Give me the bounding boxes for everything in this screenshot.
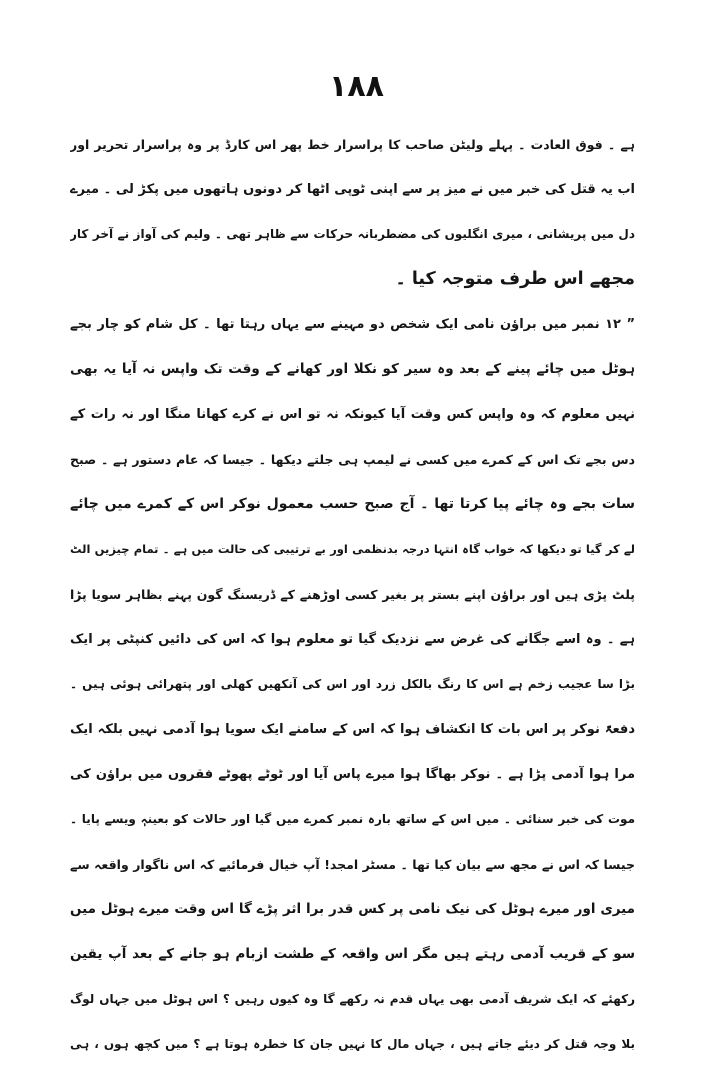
- text-line: ہوٹل میں چائے پینے کے بعد وہ سیر کو نکلا اور کھانے کے وقت تک واپس نہ آیا یہ بھی: [70, 361, 635, 377]
- text-line: رکھئے کہ ایک شریف آدمی بھی یہاں قدم نہ رکھے گا وہ کیوں رہیں ؟ اس ہوٹل میں جہاں لوگ: [70, 992, 635, 1006]
- text-line: دس بجے تک اس کے کمرے میں کسی نے لیمپ ہی جلتے دیکھا ۔ جیسا کہ عام دستور ہے ۔ صبح: [70, 452, 635, 467]
- text-line: مجھے اس طرف متوجہ کیا ۔: [395, 269, 635, 289]
- text-line: سو کے قریب آدمی رہتے ہیں مگر اس واقعہ کے طشت ازبام ہو جانے کے بعد آپ یقین: [70, 946, 635, 962]
- text-line: مرا ہوا آدمی پڑا ہے ۔ نوکر بھاگا ہوا میرے پاس آیا اور ٹوٹے پھوٹے فقروں میں براؤن کی: [70, 767, 635, 782]
- text-line: اب یہ قتل کی خبر میں نے میز پر سے اپنی ٹوپی اٹھا کر دونوں ہاتھوں میں پکڑ لی ۔ میرے: [70, 182, 635, 197]
- text-line: بڑا سا عجیب زخم ہے اس کا رنگ بالکل زرد اور اس کی آنکھیں کھلی اور پتھرائی ہوئی ہیں ۔: [70, 677, 635, 691]
- text-line: جیسا کہ اس نے مجھ سے بیان کیا تھا ۔ مسٹر امجد! آپ خیال فرمائیے کہ اس ناگوار واقعہ سے: [70, 857, 635, 872]
- paragraph-start-line: ” ۱۲ نمبر میں براؤن نامی ایک شخص دو مہینے سے یہاں رہتا تھا ۔ کل شام کو چار بجے: [70, 317, 635, 332]
- page-number: ۱۸۸: [329, 69, 384, 104]
- text-line: دل میں پریشانی ، میری انگلیوں کی مضطربانہ حرکات سے ظاہر تھی ۔ ولیم کی آواز نے آخر کار: [70, 227, 635, 241]
- text-line: موت کی خبر سنائی ۔ میں اس کے ساتھ بارہ نمبر کمرے میں گیا اور حالات کو بعینہٖ ویسے پایا ۔: [70, 812, 635, 826]
- text-line: دفعۃً نوکر پر اس بات کا انکشاف ہوا کہ اس کے سامنے ایک سویا ہوا آدمی نہیں بلکہ ایک: [70, 722, 635, 737]
- text-line: نہیں معلوم کہ وہ واپس کس وقت آیا کیونکہ نہ تو اس نے کرے کھانا منگا اور نہ رات کے: [70, 407, 635, 422]
- text-line: ہے ۔ وہ اسے جگانے کی غرض سے نزدیک گیا تو معلوم ہوا کہ اس کی دائیں کنپٹی پر ایک: [70, 632, 635, 647]
- text-line: بلا وجہ قتل کر دیئے جاتے ہیں ، جہاں مال کا نہیں جان کا خطرہ ہوتا ہے ؟ میں کچھ ہوں ، ہی: [70, 1037, 635, 1051]
- page-body-text: [70, 122, 635, 1067]
- text-line: لے کر گیا تو دیکھا کہ خواب گاہ انتہا درجہ بدنظمی اور بے ترتیبی کی حالت میں ہے ۔ تمام چیزیں الٹ: [70, 542, 635, 556]
- text-line: پلٹ پڑی ہیں اور براؤن اپنے بستر پر بغیر کسی اوڑھنے کے ڈریسنگ گون پہنے بظاہر سویا پڑا: [70, 587, 635, 602]
- text-line: سات بجے وہ چائے پیا کرتا تھا ۔ آج صبح حسب معمول نوکر اس کے کمرے میں چائے: [70, 496, 635, 512]
- text-line: ہے ۔ فوق العادت ۔ پہلے ولیٹن صاحب کا پراسرار خط پھر اس کارڈ پر وہ پراسرار تحریر اور: [70, 137, 635, 152]
- text-line: میری اور میرے ہوٹل کی نیک نامی پر کس قدر برا اثر پڑے گا اس وقت میرے ہوٹل میں: [70, 901, 635, 917]
